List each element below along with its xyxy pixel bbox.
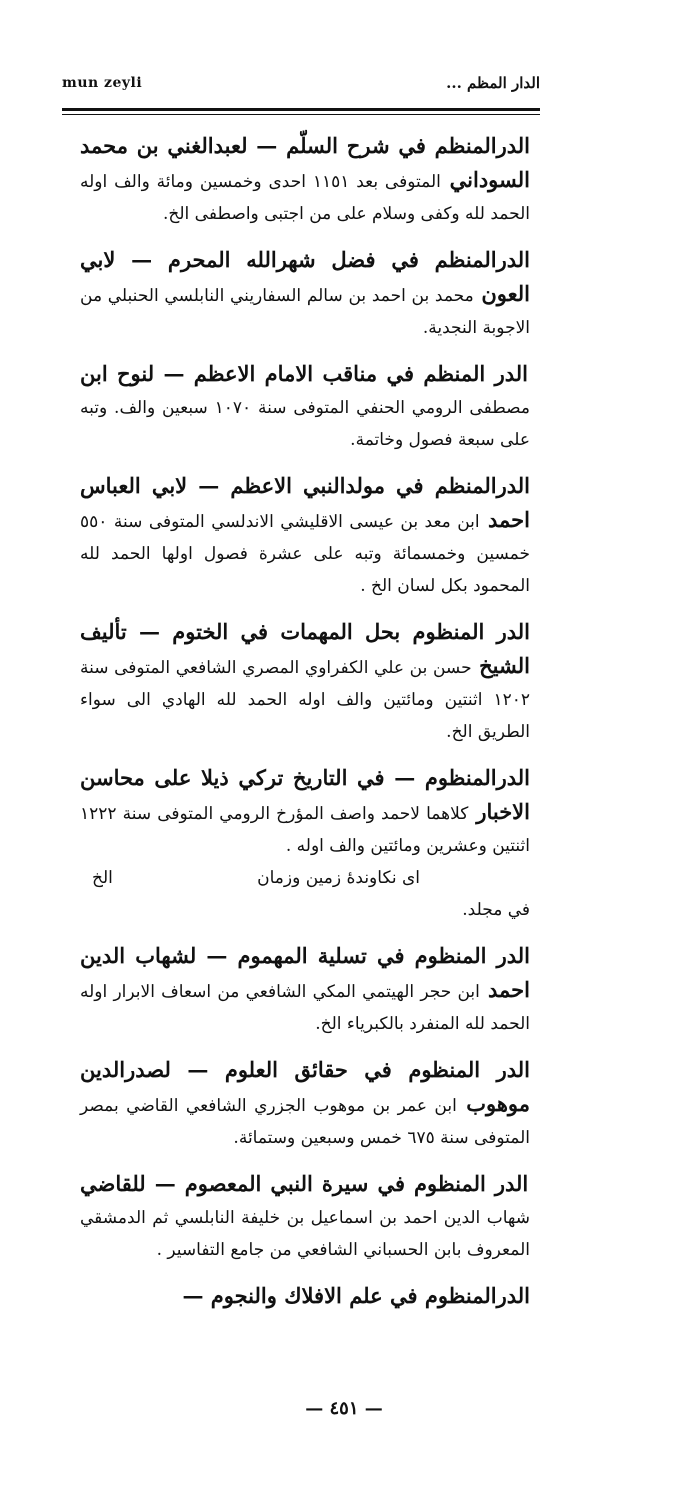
entry-text: حسن بن علي الكفراوي المصري الشافعي المتوفى سنة ١٢٠٢ اثنتين ومائتين والف اوله الحمد لله الهادي الى سواء الطريق الخ.	[80, 658, 530, 742]
header-left-text: mun zeyli	[62, 75, 143, 91]
verse-hemistich: اى نكاوندۀ زمين وزمان	[257, 868, 420, 888]
entry-text: ابن حجر الهيتمي المكي الشافعي من اسعاف الابرار اوله الحمد لله المنفرد بالكبرياء الخ.	[80, 982, 530, 1034]
header-rule-thick	[62, 108, 540, 111]
entry	[80, 358, 530, 456]
running-head	[62, 68, 540, 98]
page-number: — ٤٥١ —	[305, 1398, 383, 1419]
entry	[80, 130, 530, 230]
entry-text: محمد بن احمد بن سالم السفاريني النابلسي الحنبلي من الاجوبة النجدية.	[80, 286, 530, 338]
entry	[80, 616, 530, 748]
verse-after: في مجلد.	[462, 900, 530, 920]
entry-text: مصطفى الرومي الحنفي المتوفى سنة ١٠٧٠ سبعين والف. وتبه على سبعة فصول وخاتمة.	[80, 398, 530, 450]
entry-text: شهاب الدين احمد بن اسماعيل بن خليفة النابلسي ثم الدمشقي المعروف بابن الحسباني الشافعي من جامع التفاسير .	[80, 1208, 530, 1260]
entry	[80, 470, 530, 602]
verse-etc: الخ	[92, 868, 113, 888]
verse-line	[80, 862, 530, 894]
entry-title: الدر المنظوم بحل المهمات في الختوم — تأليف الشيخ	[80, 619, 530, 678]
entry-text: المتوفى بعد ١١٥١ احدى وخمسين ومائة والف اوله الحمد لله وكفى وسلام على من اجتبى واصطفى الخ.	[80, 172, 530, 224]
entry-text: ابن عمر بن موهوب الجزري الشافعي القاضي بمصر المتوفى سنة ٦٧٥ خمس وسبعين وستمائة.	[80, 1096, 530, 1148]
entry-title: الدرالمنظم في مولدالنبي الاعظم — لابي العباس احمد	[80, 473, 531, 532]
entry-text: كلاهما لاحمد واصف المؤرخ الرومي المتوفى سنة ١٢٢٢ اثنتين وعشرين ومائتين والف اوله .	[80, 804, 530, 856]
entry-title: الدر المنظوم في سيرة النبي المعصوم — للقاضي	[80, 1171, 529, 1196]
entry-title: الدرالمنظوم — في التاريخ تركي ذيلا على محاسن الاخبار	[80, 765, 530, 824]
entry	[80, 1168, 530, 1266]
entry-title: الدرالمنظوم في علم الافلاك والنجوم —	[182, 1283, 530, 1308]
page-content	[80, 130, 530, 1328]
entry-title: الدرالمنظم في شرح السلّم — لعبدالغني بن محمد السوداني	[80, 133, 530, 192]
entry	[80, 1280, 530, 1314]
entry-text: ابن معد بن عيسى الاقليشي الاندلسي المتوفى سنة ٥٥٠ خمسين وخمسمائة وتبه على عشرة فصول اولها الحمد لله المحمود بكل لسان الخ .	[80, 512, 530, 596]
entry	[80, 762, 530, 862]
entry	[80, 1054, 530, 1154]
entry-title: الدر المنظوم في حقائق العلوم — لصدرالدين موهوب	[80, 1057, 530, 1116]
entry-title: الدرالمنظم في فضل شهرالله المحرم — لابي العون	[80, 247, 530, 306]
entry-title: الدر المنظوم في تسلية المهموم — لشهاب الدين احمد	[80, 943, 530, 1002]
header-right-text: الدار المظم ...	[446, 74, 540, 92]
entry	[80, 244, 530, 344]
entry	[80, 940, 530, 1040]
header-rule-thin	[62, 114, 540, 115]
entry-title: الدر المنظم في مناقب الامام الاعظم — لنوح ابن	[80, 361, 528, 386]
